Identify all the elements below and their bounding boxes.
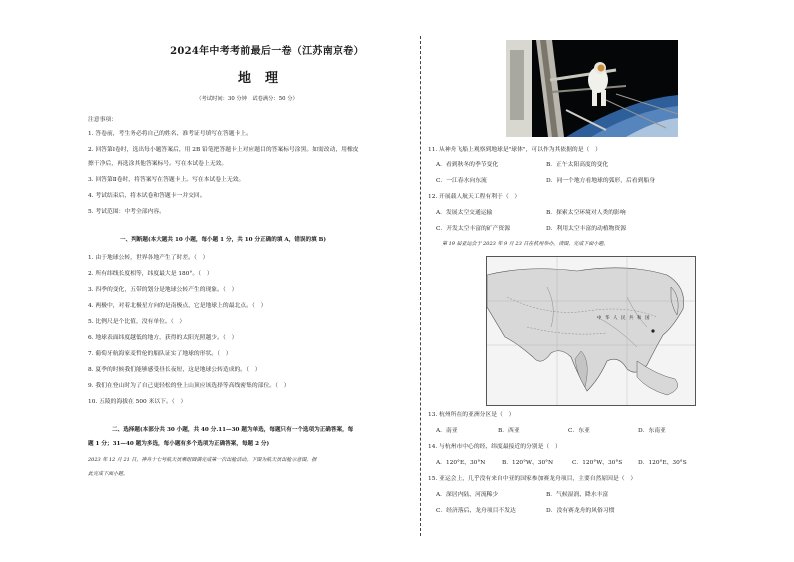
notice-item: 2. 回答第Ⅰ卷时，选出每小题答案后，用 2B 铅笔把答题卡上对应题目的答案标号涂黑。如需改动，用橡皮 [88, 147, 359, 153]
judge-question: 5. 比例尺是个比值，没有单位。（ ） [88, 319, 186, 325]
notice-item: 5. 考试范围：中考全部内容。 [88, 209, 165, 215]
q15-option-a: A．深居内陆、河流稀少 [436, 492, 499, 498]
notice-item: 1. 答卷前，考生务必将自己的姓名、准考证号填写在答题卡上。 [88, 131, 252, 137]
q11-option-a: A．看到秋冬的季节变化 [436, 162, 499, 168]
question-13: 13. 杭州所在的亚洲分区是（ ） [428, 412, 515, 418]
section2-heading-cont: 题 1 分；31—40 题为多选，每小题有多个选项为正确答案，每题 2 分) [88, 441, 270, 447]
q14-option-d: D．120°E、30°S [638, 460, 687, 466]
q15-option-d: D．没有赛龙舟的风俗习惯 [546, 508, 615, 514]
question-15: 15. 亚运会上，几乎没有来自中亚的国家参加赛龙舟项目，主要自然原因是（ ） [428, 476, 637, 482]
question-12: 12. 开展载人航天工程有利于（ ） [428, 194, 521, 200]
space-intro: 2023 年 12 月 21 日，神舟十七号航天员乘组圆满完成第一次出舱活动。下图为航天员出舱示意图。据 [88, 457, 317, 463]
notice-item: 擦干净后，再选涂其他答案标号。写在本试卷上无效。 [88, 161, 228, 167]
exam-title: 2024年中考考前最后一卷（江苏南京卷） [170, 46, 364, 57]
exam-info: （考试时间：30 分钟 试卷满分：50 分） [196, 96, 298, 102]
notice-heading: 注意事项： [88, 117, 117, 123]
space-intro-cont: 此完成下面小题。 [88, 471, 129, 477]
judge-question: 9. 我们在登山时为了自己更轻松的登上山顶应该选择等高线密集的部位。（ ） [88, 383, 290, 389]
map-label: 人 [613, 316, 618, 321]
judge-question: 8. 夏季的时候我们能够感受昼长夜短，这是地球公转造成的。（ ） [88, 367, 261, 373]
judge-question: 1. 由于地球公转，世界各地产生了时差。（ ） [88, 255, 209, 261]
judge-question: 10. 五陵的海拔在 500 米以下。（ ） [88, 399, 187, 405]
q11-option-d: D．同一个地方看地球的弧形，后看到船身 [546, 178, 655, 184]
map-label: 共 [629, 316, 634, 321]
q15-option-b: B．气候湿润、降水丰富 [546, 492, 609, 498]
q11-option-b: B．正午太阳高度的变化 [546, 162, 609, 168]
judge-question: 7. 葡萄牙航海家麦哲伦的船队证实了地球的形状。（ ） [88, 351, 232, 357]
q11-option-c: C．一江春水向东流 [436, 178, 487, 184]
q13-option-c: C．东亚 [568, 428, 590, 434]
asian-games-intro: 第 19 届亚运会于 2023 年 9 月 23 日在杭州举办。读图，完成下面小题。 [442, 241, 609, 247]
q15-option-c: C．经济落后、龙舟项目不发达 [436, 508, 516, 514]
q13-option-a: A．南亚 [436, 428, 458, 434]
q14-option-a: A．120°E、30°N [436, 460, 486, 466]
notice-item: 3. 回答第Ⅱ卷时，将答案写在答题卡上。写在本试卷上无效。 [88, 177, 245, 183]
q14-option-c: C．120°W、30°S [572, 460, 623, 466]
section2-heading: 二、选择题(本部分共 30 小题，共 40 分.11—30 题为单选，每题只有一个选项为正确答案，每 [112, 427, 354, 433]
q12-option-b: B．探索太空环境对人类的影响 [546, 210, 626, 216]
q12-option-c: C．开发太空丰富的矿产资源 [436, 226, 510, 232]
q13-option-b: B．西亚 [498, 428, 520, 434]
map-label: 华 [605, 316, 610, 321]
q13-option-d: D．东南亚 [638, 428, 666, 434]
section1-heading: 一、判断题(本大题共 10 小题，每小题 1 分，共 10 分正确的填 A，错误的填 B) [120, 237, 327, 243]
judge-question: 6. 地球表面纬度越低的地方，获得的太阳光照越少。（ ） [88, 335, 238, 341]
judge-question: 4. 两极中，对着北极星方向的是南极点，它是地球上的最北点。（ ） [88, 303, 267, 309]
q14-option-b: B．120°W、30°N [502, 460, 554, 466]
q12-option-a: A．发展太空交通运输 [436, 210, 493, 216]
question-11: 11. 从神舟飞船上观察到地球是"球体"，可以作为其依据的是（ ） [428, 147, 601, 153]
column-divider [420, 36, 421, 536]
map-label: 国 [645, 316, 650, 321]
judge-question: 3. 四季的变化，五带的划分是地球公转产生的现象。（ ） [88, 287, 238, 293]
astronaut-illustration [506, 40, 678, 137]
asia-map [486, 256, 696, 406]
q12-option-d: D．利用太空丰富的动植物资源 [546, 226, 627, 232]
map-label: 中 [597, 316, 602, 321]
subject-title: 地理 [237, 71, 292, 86]
question-14: 14. 与杭州市中心的经、纬度最接近的分别是（ ） [428, 444, 561, 450]
judge-question: 2. 所有纬线长度相等，纬度最大是 180°。（ ） [88, 271, 213, 277]
map-label: 和 [637, 316, 642, 321]
astronaut-photo [506, 40, 678, 137]
asia-map-drawing [487, 257, 695, 405]
notice-item: 4. 考试结束后，将本试卷和答题卡一并交回。 [88, 193, 206, 199]
map-label: 民 [621, 316, 626, 321]
